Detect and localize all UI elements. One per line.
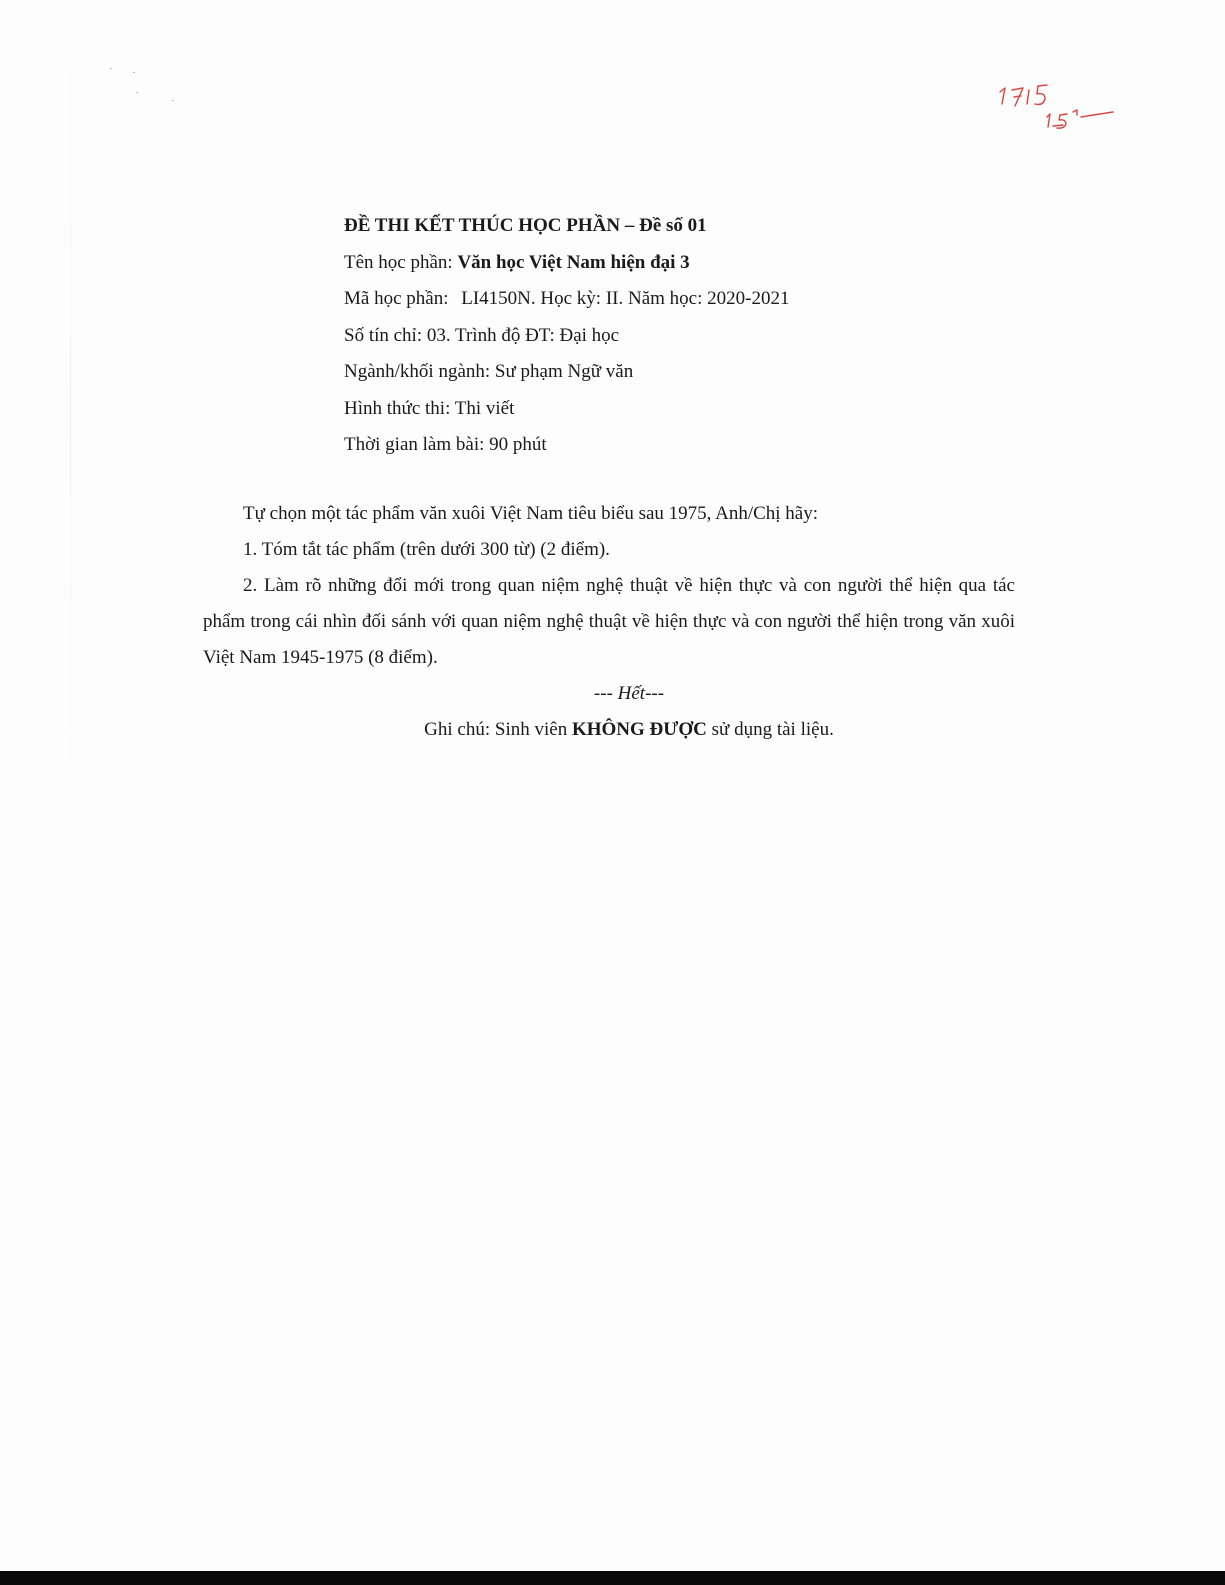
question-2: 2. Làm rõ những đổi mới trong quan niệm nghệ thuật về hiện thực và con người thể hiện qua tác phẩm trong cái nhìn đối sánh với quan niệm nghệ thuật về hiện thực và con người thể hiện trong văn xuôi Việt Nam 1945-1975 (8 điểm). bbox=[203, 575, 1015, 668]
scan-speck bbox=[110, 68, 112, 69]
course-name-row bbox=[344, 245, 1044, 282]
scan-speck bbox=[136, 92, 138, 93]
exam-title-prefix: ĐỀ THI KẾT THÚC HỌC PHẦN – bbox=[344, 215, 635, 236]
handwritten-grade-mark bbox=[985, 70, 1125, 150]
exam-note bbox=[203, 712, 1015, 748]
exam-number: Đề số 01 bbox=[639, 215, 707, 236]
course-code-value: LI4150N. Học kỳ: II. Năm học: 2020-2021 bbox=[461, 288, 790, 309]
credits-row: Số tín chỉ: 03. Trình độ ĐT: Đại học bbox=[344, 324, 620, 346]
exam-form-row: Hình thức thi: Thi viết bbox=[344, 397, 515, 419]
course-code-label: Mã học phần: bbox=[344, 288, 449, 309]
exam-title bbox=[344, 208, 1044, 245]
course-code-row bbox=[344, 281, 1044, 318]
note-prefix: Ghi chú: Sinh viên bbox=[424, 719, 568, 740]
scan-speck bbox=[172, 100, 174, 101]
end-mark: --- Hết--- bbox=[593, 683, 665, 704]
question-1: 1. Tóm tắt tác phẩm (trên dưới 300 từ) (2 điểm). bbox=[243, 539, 610, 560]
note-emphasis: KHÔNG ĐƯỢC bbox=[571, 719, 707, 740]
exam-questions bbox=[203, 496, 1015, 748]
exam-header bbox=[344, 208, 1044, 464]
scan-bottom-border bbox=[0, 1571, 1225, 1585]
scan-edge-shadow bbox=[70, 30, 71, 800]
scan-speck bbox=[133, 72, 135, 73]
note-suffix: sử dụng tài liệu. bbox=[711, 719, 834, 740]
duration-row: Thời gian làm bài: 90 phút bbox=[344, 434, 547, 455]
question-intro: Tự chọn một tác phẩm văn xuôi Việt Nam tiêu biểu sau 1975, Anh/Chị hãy: bbox=[243, 503, 819, 524]
major-row: Ngành/khối ngành: Sư phạm Ngữ văn bbox=[344, 361, 634, 382]
course-name-label: Tên học phần: bbox=[344, 251, 453, 273]
course-name-value: Văn học Việt Nam hiện đại 3 bbox=[457, 251, 690, 273]
